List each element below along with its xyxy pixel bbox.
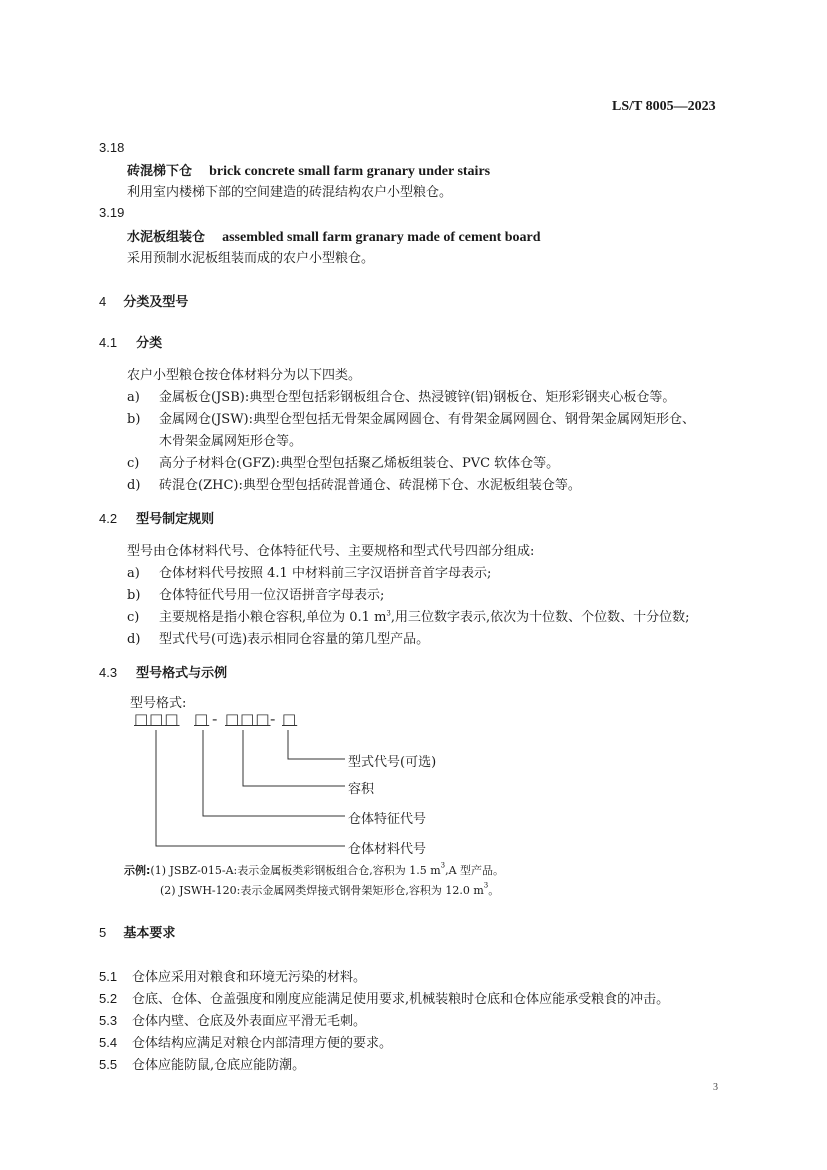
term-en: brick concrete small farm granary under stairs — [209, 164, 491, 179]
format-dash-1: - — [212, 710, 219, 728]
list-text: 仓体特征代号用一位汉语拼音字母表示; — [159, 588, 385, 603]
definition-3-18: 利用室内楼梯下部的空间建造的砖混结构农户小型粮仓。 — [127, 185, 453, 200]
term-zh: 水泥板组装仓 — [127, 230, 206, 245]
list-label: d) — [127, 478, 141, 493]
clause-number-3-18: 3.18 — [99, 140, 125, 155]
term-3-19 — [127, 226, 541, 246]
list-item — [127, 628, 429, 647]
requirement-text: 仓底、仓体、仓盖强度和刚度应能满足使用要求,机械装粮时仓底和仓体应能承受粮食的冲击。 — [132, 992, 670, 1007]
requirement-item — [99, 966, 366, 985]
requirement-text: 仓体结构应满足对粮仓内部清理方便的要求。 — [132, 1036, 393, 1051]
section-heading-4-3 — [99, 662, 227, 681]
section-heading-5 — [99, 922, 175, 941]
clause-number-3-19: 3.19 — [99, 205, 125, 220]
definition-3-19: 采用预制水泥板组装而成的农户小型粮仓。 — [127, 251, 375, 266]
superscript: 3 — [440, 861, 446, 870]
format-box-group-1: □□□ — [134, 710, 180, 728]
format-dash-2: - — [270, 710, 277, 728]
list-item — [127, 408, 695, 427]
section-title: 型号制定规则 — [136, 512, 215, 527]
example-text-after: ,A 型产品。 — [445, 864, 505, 877]
section-number: 4.1 — [99, 335, 118, 350]
section-number: 5 — [99, 925, 107, 940]
list-text-after: ,用三位数字表示,依次为十位数、个位数、十分位数; — [390, 610, 690, 625]
requirement-item — [99, 988, 669, 1007]
list-item — [127, 562, 491, 581]
list-label: c) — [127, 456, 140, 471]
format-box-group-2: □ — [194, 710, 210, 728]
list-text: 高分子材料仓(GFZ):典型仓型包括聚乙烯板组装仓、PVC 软体仓等。 — [159, 456, 560, 471]
list-item — [127, 386, 675, 405]
format-box-group-3: □□□ — [225, 710, 271, 728]
requirement-text: 仓体应采用对粮食和环境无污染的材料。 — [132, 970, 367, 985]
example-text: (1) JSBZ-015-A:表示金属板类彩钢板组合仓,容积为 1.5 m — [150, 864, 441, 877]
requirement-text: 仓体内壁、仓底及外表面应平滑无毛刺。 — [132, 1014, 367, 1029]
requirement-number: 5.2 — [99, 991, 118, 1006]
page-number: 3 — [713, 1082, 718, 1093]
list-label: a) — [127, 390, 140, 405]
example-2 — [160, 879, 499, 898]
section-title: 分类及型号 — [123, 295, 189, 310]
example-text-after: 。 — [488, 884, 500, 897]
list-label: d) — [127, 632, 141, 647]
list-text: 砖混仓(ZHC):典型仓型包括砖混普通仓、砖混梯下仓、水泥板组装仓等。 — [159, 478, 581, 493]
section-number: 4 — [99, 294, 107, 309]
section-heading-4-1 — [99, 332, 162, 351]
section-title: 分类 — [136, 336, 163, 351]
legend-material-code: 仓体材料代号 — [348, 842, 427, 857]
term-en: assembled small farm granary made of cement board — [222, 230, 541, 245]
list-text: 型式代号(可选)表示相同仓容量的第几型产品。 — [159, 632, 430, 647]
list-label: b) — [127, 588, 141, 603]
section-heading-4-2 — [99, 508, 214, 527]
leader-line-style-code — [288, 730, 345, 759]
list-text: 主要规格是指小粮仓容积,单位为 0.1 m — [159, 610, 387, 625]
section-title: 基本要求 — [123, 926, 176, 941]
legend-capacity: 容积 — [348, 782, 375, 797]
list-item — [127, 474, 581, 493]
list-label: a) — [127, 566, 140, 581]
list-item — [127, 606, 690, 625]
list-label: b) — [127, 412, 141, 427]
list-item-continuation: 木骨架金属网矩形仓等。 — [159, 434, 303, 449]
superscript: 3 — [483, 881, 489, 890]
example-1 — [124, 859, 504, 878]
section-heading-4 — [99, 291, 188, 310]
list-text: 金属板仓(JSB):典型仓型包括彩钢板组合仓、热浸镀锌(铝)钢板仓、矩形彩钢夹心板仓等。 — [159, 390, 676, 405]
list-text: 金属网仓(JSW):典型仓型包括无骨架金属网圆仓、有骨架金属网圆仓、钢骨架金属网矩形仓、 — [159, 412, 696, 427]
example-text: (2) JSWH-120:表示金属网类焊接式钢骨架矩形仓,容积为 12.0 m — [160, 884, 484, 897]
leader-line-material-code — [156, 730, 345, 846]
legend-style-code: 型式代号(可选) — [348, 755, 437, 770]
requirement-item — [99, 1032, 392, 1051]
section-title: 型号格式与示例 — [136, 666, 228, 681]
requirement-text: 仓体应能防鼠,仓底应能防潮。 — [132, 1058, 306, 1073]
list-label: c) — [127, 610, 140, 625]
requirement-number: 5.4 — [99, 1035, 118, 1050]
requirement-number: 5.5 — [99, 1057, 118, 1072]
list-item — [127, 452, 559, 471]
standard-number: LS/T 8005—2023 — [612, 99, 716, 114]
format-label: 型号格式: — [130, 696, 187, 711]
section-number: 4.2 — [99, 511, 118, 526]
intro-4-2: 型号由仓体材料代号、仓体特征代号、主要规格和型式代号四部分组成: — [127, 544, 535, 559]
requirement-item — [99, 1054, 305, 1073]
term-zh: 砖混梯下仓 — [127, 164, 193, 179]
leader-line-feature-code — [203, 730, 345, 816]
format-box-group-4: □ — [282, 710, 298, 728]
leader-line-capacity — [243, 730, 345, 786]
term-3-18 — [127, 160, 490, 180]
superscript: 3 — [386, 609, 391, 618]
example-label: 示例: — [124, 864, 151, 877]
requirement-number: 5.1 — [99, 969, 118, 984]
requirement-number: 5.3 — [99, 1013, 118, 1028]
list-item — [127, 584, 384, 603]
intro-4-1: 农户小型粮仓按仓体材料分为以下四类。 — [127, 368, 362, 383]
legend-feature-code: 仓体特征代号 — [348, 812, 427, 827]
list-text: 仓体材料代号按照 4.1 中材料前三字汉语拼音首字母表示; — [159, 566, 492, 581]
requirement-item — [99, 1010, 366, 1029]
section-number: 4.3 — [99, 665, 118, 680]
